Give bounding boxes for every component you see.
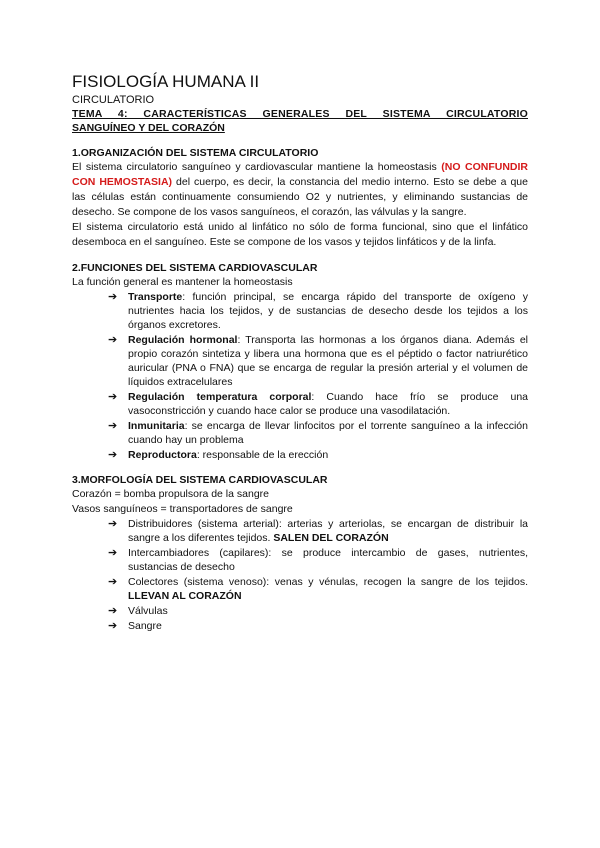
list-text: Distribuidores (sistema arterial): arterias y arteriolas, se encargan de distribuir la sangre a los diferentes tejidos. <box>128 518 528 544</box>
list-text: : función principal, se encarga rápido del transporte de oxígeno y nutrientes hacia los tejidos, y de sustancias de desecho desde los tejidos a los órganos excretores. <box>128 291 528 331</box>
list-item <box>108 546 528 574</box>
list-text: : Cuando hace frío se produce una vasoconstricción y cuando hace calor se produce una vasodilatación. <box>128 391 528 417</box>
list-term: Transporte <box>128 291 183 303</box>
list-text: Intercambiadores (capilares): se produce intercambio de gases, nutrientes, sustancias de desecho <box>128 547 528 573</box>
section-1-paragraph-2: El sistema circulatorio está unido al linfático no sólo de forma funcional, sino que el linfático desemboca en el sanguíneo. Este se compone de los vasos y tejidos linfáticos y de la linfa. <box>72 221 528 248</box>
list-text: : se encarga de llevar linfocitos por el torrente sanguíneo a la infección cuando hay un problema <box>128 420 528 446</box>
functions-list <box>72 290 528 462</box>
morphology-list <box>72 517 528 633</box>
list-term: Inmunitaria <box>128 420 185 432</box>
arrow-icon: ➔ <box>108 291 118 303</box>
list-term: Reproductora <box>128 449 197 461</box>
list-text: Sangre <box>128 620 162 632</box>
arrow-icon: ➔ <box>108 449 118 461</box>
section-1-paragraph-1 <box>72 160 528 220</box>
section-3-line-2: Vasos sanguíneos = transportadores de sangre <box>72 503 293 515</box>
arrow-icon: ➔ <box>108 518 118 530</box>
section-2-intro: La función general es mantener la homeostasis <box>72 276 293 288</box>
arrow-icon: ➔ <box>108 334 118 346</box>
list-text: Colectores (sistema venoso): venas y vénulas, recogen la sangre de los tejidos. <box>128 576 528 588</box>
document-title: FISIOLOGÍA HUMANA II <box>72 72 260 91</box>
list-item <box>108 517 528 545</box>
topic-heading-line-1: TEMA 4: CARACTERÍSTICAS GENERALES DEL SISTEMA CIRCULATORIO <box>72 108 528 120</box>
list-term: Regulación temperatura corporal <box>128 391 312 403</box>
arrow-icon: ➔ <box>108 620 118 632</box>
list-text: : responsable de la erección <box>196 449 329 461</box>
document-subtitle: CIRCULATORIO <box>72 94 155 106</box>
paragraph-text: El sistema circulatorio sanguíneo y cardiovascular mantiene la homeostasis <box>72 161 442 173</box>
section-1-heading: 1.ORGANIZACIÓN DEL SISTEMA CIRCULATORIO <box>72 147 319 159</box>
section-3-heading: 3.MORFOLOGÍA DEL SISTEMA CARDIOVASCULAR <box>72 474 328 486</box>
list-term: Regulación hormonal <box>128 334 238 346</box>
list-item <box>108 575 528 603</box>
list-emphasis: LLEVAN AL CORAZÓN <box>128 590 242 602</box>
arrow-icon: ➔ <box>108 420 118 432</box>
arrow-icon: ➔ <box>108 576 118 588</box>
topic-heading-line-2: SANGUÍNEO Y DEL CORAZÓN <box>72 122 225 134</box>
list-item <box>108 390 528 418</box>
section-3-line-1: Corazón = bomba propulsora de la sangre <box>72 488 269 500</box>
arrow-icon: ➔ <box>108 391 118 403</box>
list-item <box>108 619 528 633</box>
list-item <box>108 604 528 618</box>
list-emphasis: SALEN DEL CORAZÓN <box>273 532 389 544</box>
list-item <box>108 448 528 462</box>
warning-note: (NO CONFUNDIR CON HEMOSTASIA) <box>72 161 528 188</box>
list-text: : Transporta las hormonas a los órganos diana. Además el propio corazón sintetiza y libera una hormona que es el péptido o factor natriurético auricular (PNA o FNA) que se encarga de regular la presión arterial y el volumen de líquidos extracelulares <box>128 334 528 388</box>
arrow-icon: ➔ <box>108 547 118 559</box>
list-text: Válvulas <box>128 605 168 617</box>
list-item <box>108 290 528 332</box>
paragraph-text: del cuerpo, es decir, la constancia del medio interno. Esto se debe a que las células están continuamente consumiendo O2 y nutrientes, y eliminando sustancias de desecho. Se compone de los vasos sanguíneos, el corazón, las válvulas y la sangre. <box>72 176 528 218</box>
arrow-icon: ➔ <box>108 605 118 617</box>
list-item <box>108 333 528 389</box>
section-2-heading: 2.FUNCIONES DEL SISTEMA CARDIOVASCULAR <box>72 262 318 274</box>
list-item <box>108 419 528 447</box>
